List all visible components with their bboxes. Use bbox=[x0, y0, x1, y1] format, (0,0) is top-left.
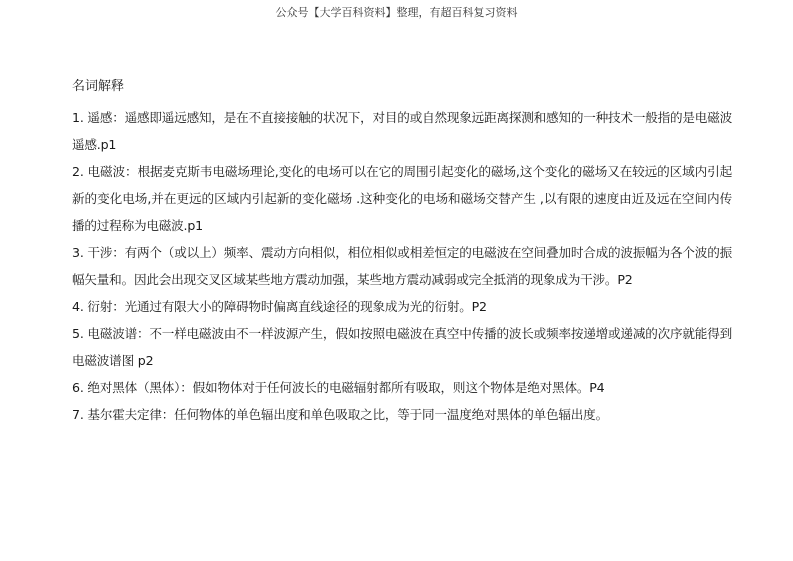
definition-remote-sensing: 1. 遥感：遥感即遥远感知，是在不直接接触的状况下，对目的或自然现象远距离探测和感知的一种技术一般指的是电磁波遥感.p1 bbox=[72, 110, 732, 152]
section-title: 名词解释 bbox=[72, 79, 125, 94]
definition-electromagnetic-spectrum: 5. 电磁波谱：不一样电磁波由不一样波源产生，假如按照电磁波在真空中传播的波长或频率按递增或递减的次序就能得到电磁波谱图 p2 bbox=[72, 326, 732, 368]
definition-kirchhoff-law: 7. 基尔霍夫定律：任何物体的单色辐出度和单色吸取之比，等于同一温度绝对黑体的单色辐出度。 bbox=[72, 407, 608, 422]
definition-interference: 3. 干涉：有两个（或以上）频率、震动方向相似，相位相似或相差恒定的电磁波在空间叠加时合成的波振幅为各个波的振幅矢量和。因此会出现交叉区域某些地方震动加强，某些地方震动减弱或完全抵消的现象成为干涉。P2 bbox=[72, 245, 732, 287]
page-header: 公众号【大学百科资料】整理，有超百科复习资料 bbox=[275, 6, 518, 19]
definitions-section bbox=[72, 77, 732, 428]
definition-electromagnetic-wave: 2. 电磁波：根据麦克斯韦电磁场理论,变化的电场可以在它的周围引起变化的磁场,这个变化的磁场又在较远的区域内引起新的变化电场,并在更远的区域内引起新的变化磁场 .这种变化的电场和磁场交替产生 ,以有限的速度由近及远在空间内传播的过程称为电磁波.p1 bbox=[72, 164, 732, 233]
definition-blackbody: 6. 绝对黑体（黑体）：假如物体对于任何波长的电磁辐射都所有吸取，则这个物体是绝对黑体。P4 bbox=[72, 380, 605, 395]
definition-diffraction: 4. 衍射：光通过有限大小的障碍物时偏离直线途径的现象成为光的衍射。P2 bbox=[72, 299, 487, 314]
